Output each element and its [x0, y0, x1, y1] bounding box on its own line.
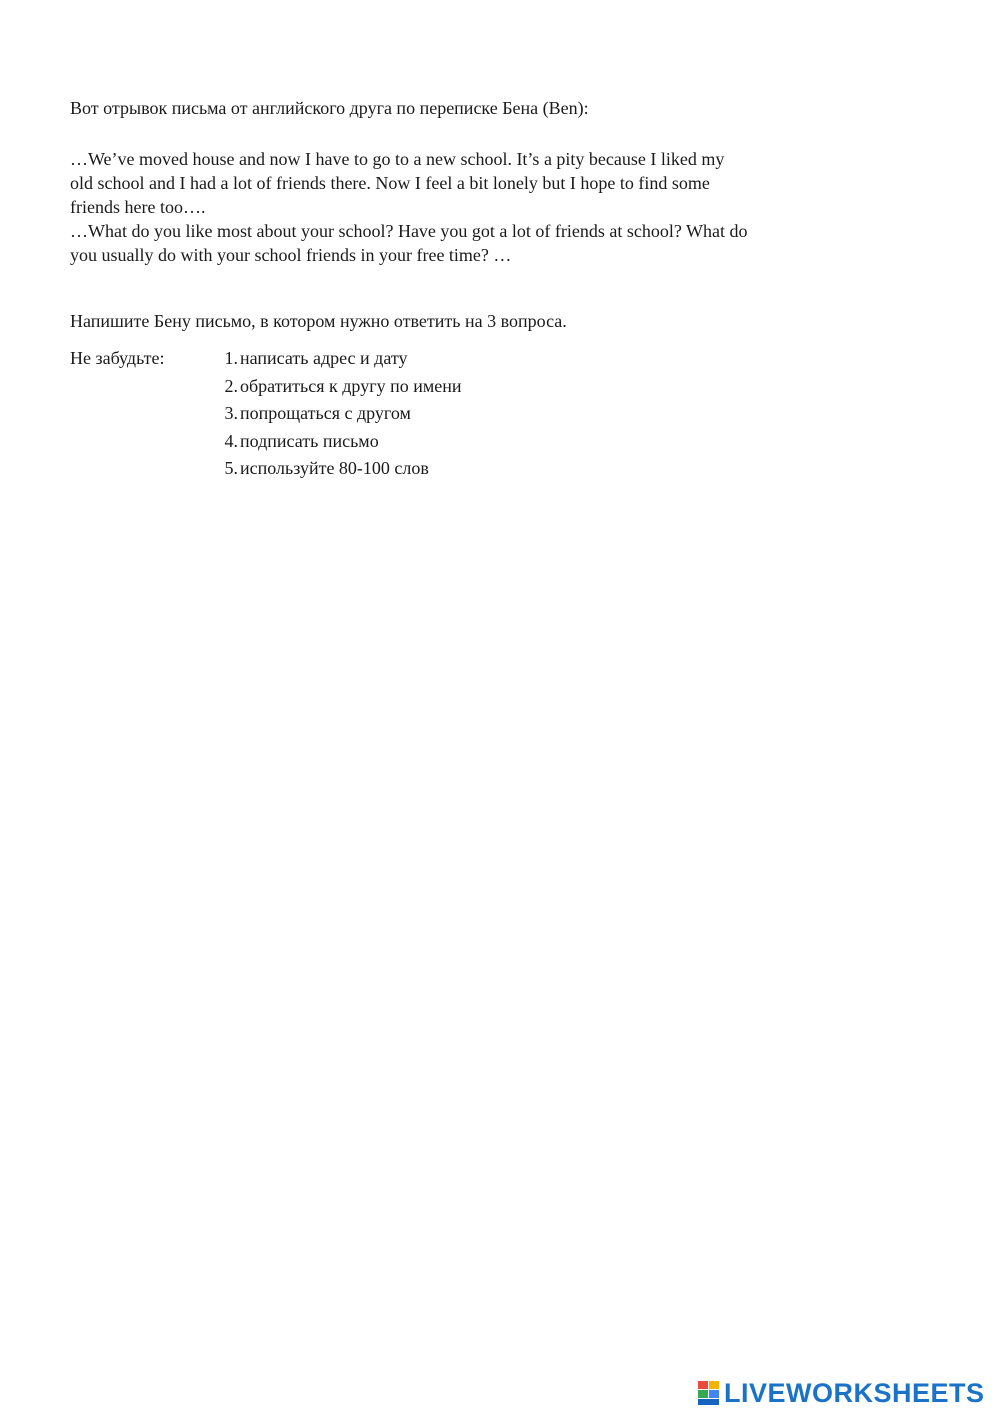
- logo-blocks-icon: [698, 1379, 720, 1407]
- list-item-text: подписать письмо: [240, 430, 379, 451]
- list-item: [210, 401, 461, 429]
- reminder-label: Не забудьте:: [70, 348, 165, 368]
- logo-block: [698, 1390, 708, 1398]
- letter-line: friends here too….: [70, 197, 206, 217]
- reminder-list: [210, 346, 461, 484]
- letter-line: …What do you like most about your school? Have you got a lot of friends at school? What do: [70, 221, 748, 241]
- list-item: [210, 346, 461, 374]
- logo-block: [709, 1390, 719, 1398]
- logo-block: [709, 1381, 719, 1389]
- list-item-text: используйте 80-100 слов: [240, 458, 429, 478]
- logo-block: [698, 1399, 719, 1405]
- list-item: [210, 374, 461, 402]
- list-item-text: написать адрес и дату: [240, 348, 408, 368]
- intro-text: Вот отрывок письма от английского друга по переписке Бена (Ben):: [70, 98, 589, 118]
- task-instruction: Напишите Бену письмо, в котором нужно ответить на 3 вопроса.: [70, 311, 567, 331]
- logo-text: LIVEWORKSHEETS: [724, 1378, 985, 1408]
- letter-line: you usually do with your school friends in your free time? …: [70, 245, 512, 265]
- logo-block: [698, 1381, 708, 1389]
- liveworksheets-logo[interactable]: [698, 1378, 985, 1408]
- list-item-number: 4.: [224, 430, 238, 451]
- list-item: [210, 456, 461, 484]
- list-item-number: 1.: [224, 348, 238, 368]
- list-item-text: обратиться к другу по имени: [240, 375, 462, 396]
- list-item-number: 2.: [224, 375, 238, 396]
- letter-line: …We’ve moved house and now I have to go to a new school. It’s a pity because I liked my: [70, 149, 725, 169]
- list-item-text: попрощаться с другом: [240, 403, 411, 423]
- list-item: [210, 429, 461, 457]
- letter-line: old school and I had a lot of friends there. Now I feel a bit lonely but I hope to find some: [70, 173, 710, 193]
- list-item-number: 3.: [224, 403, 238, 423]
- list-item-number: 5.: [224, 458, 238, 478]
- letter-excerpt: [70, 147, 870, 267]
